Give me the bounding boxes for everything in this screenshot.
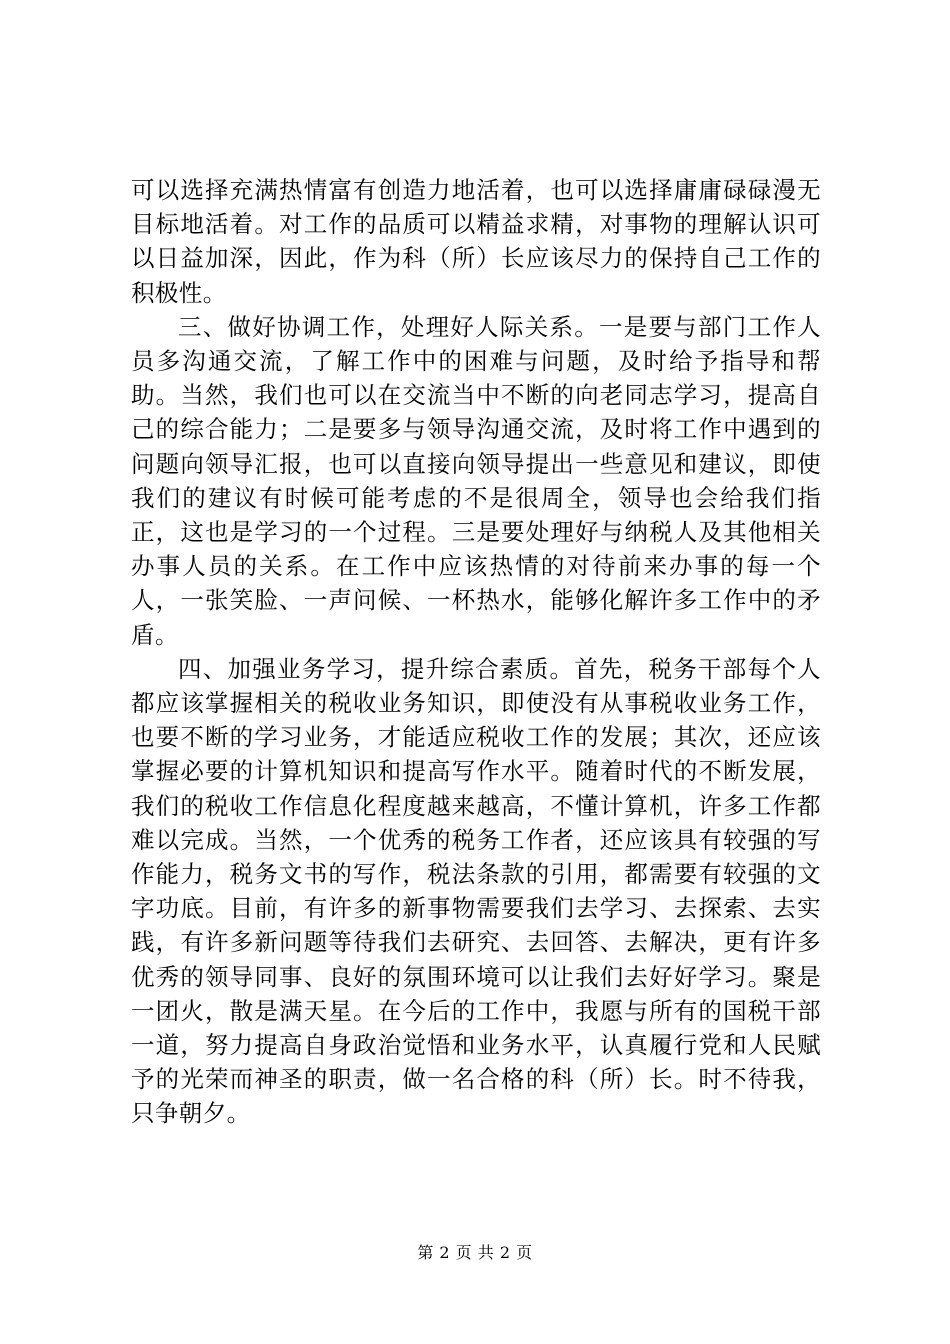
document-body <box>131 173 821 1131</box>
paragraph-continuation: 可以选择充满热情富有创造力地活着，也可以选择庸庸碌碌漫无目标地活着。对工作的品质可以精益求精，对事物的理解认识可以日益加深，因此，作为科（所）长应该尽力的保持自己工作的积极性。 <box>131 176 821 307</box>
page-footer: 第 2 页 共 2 页 <box>417 1243 533 1262</box>
paragraph-section-four: 四、加强业务学习，提升综合素质。首先，税务干部每个人都应该掌握相关的税收业务知识，即使没有从事税收业务工作，也要不断的学习业务，才能适应税收工作的发展；其次，还应该掌握必要的计算机知识和提高写作水平。随着时代的不断发展，我们的税收工作信息化程度越来越高，不懂计算机，许多工作都难以完成。当然，一个优秀的税务工作者，还应该具有较强的写作能力，税务文书的写作，税法条款的引用，都需要有较强的文字功底。目前，有许多的新事物需要我们去学习、去探索、去实践，有许多新问题等待我们去研究、去回答、去解决，更有许多优秀的领导同事、良好的氛围环境可以让我们去好好学习。聚是一团火，散是满天星。在今后的工作中，我愿与所有的国税干部一道，努力提高自身政治觉悟和业务水平，认真履行党和人民赋予的光荣而神圣的职责，做一名合格的科（所）长。时不待我，只争朝夕。 <box>131 654 821 1128</box>
paragraph-section-three: 三、做好协调工作，处理好人际关系。一是要与部门工作人员多沟通交流，了解工作中的困难与问题，及时给予指导和帮助。当然，我们也可以在交流当中不断的向老同志学习，提高自己的综合能力；二是要多与领导沟通交流，及时将工作中遇到的问题向领导汇报，也可以直接向领导提出一些意见和建议，即使我们的建议有时候可能考虑的不是很周全，领导也会给我们指正，这也是学习的一个过程。三是要处理好与纳税人及其他相关办事人员的关系。在工作中应该热情的对待前来办事的每一个人，一张笑脸、一声问候、一杯热水，能够化解许多工作中的矛盾。 <box>131 312 821 649</box>
